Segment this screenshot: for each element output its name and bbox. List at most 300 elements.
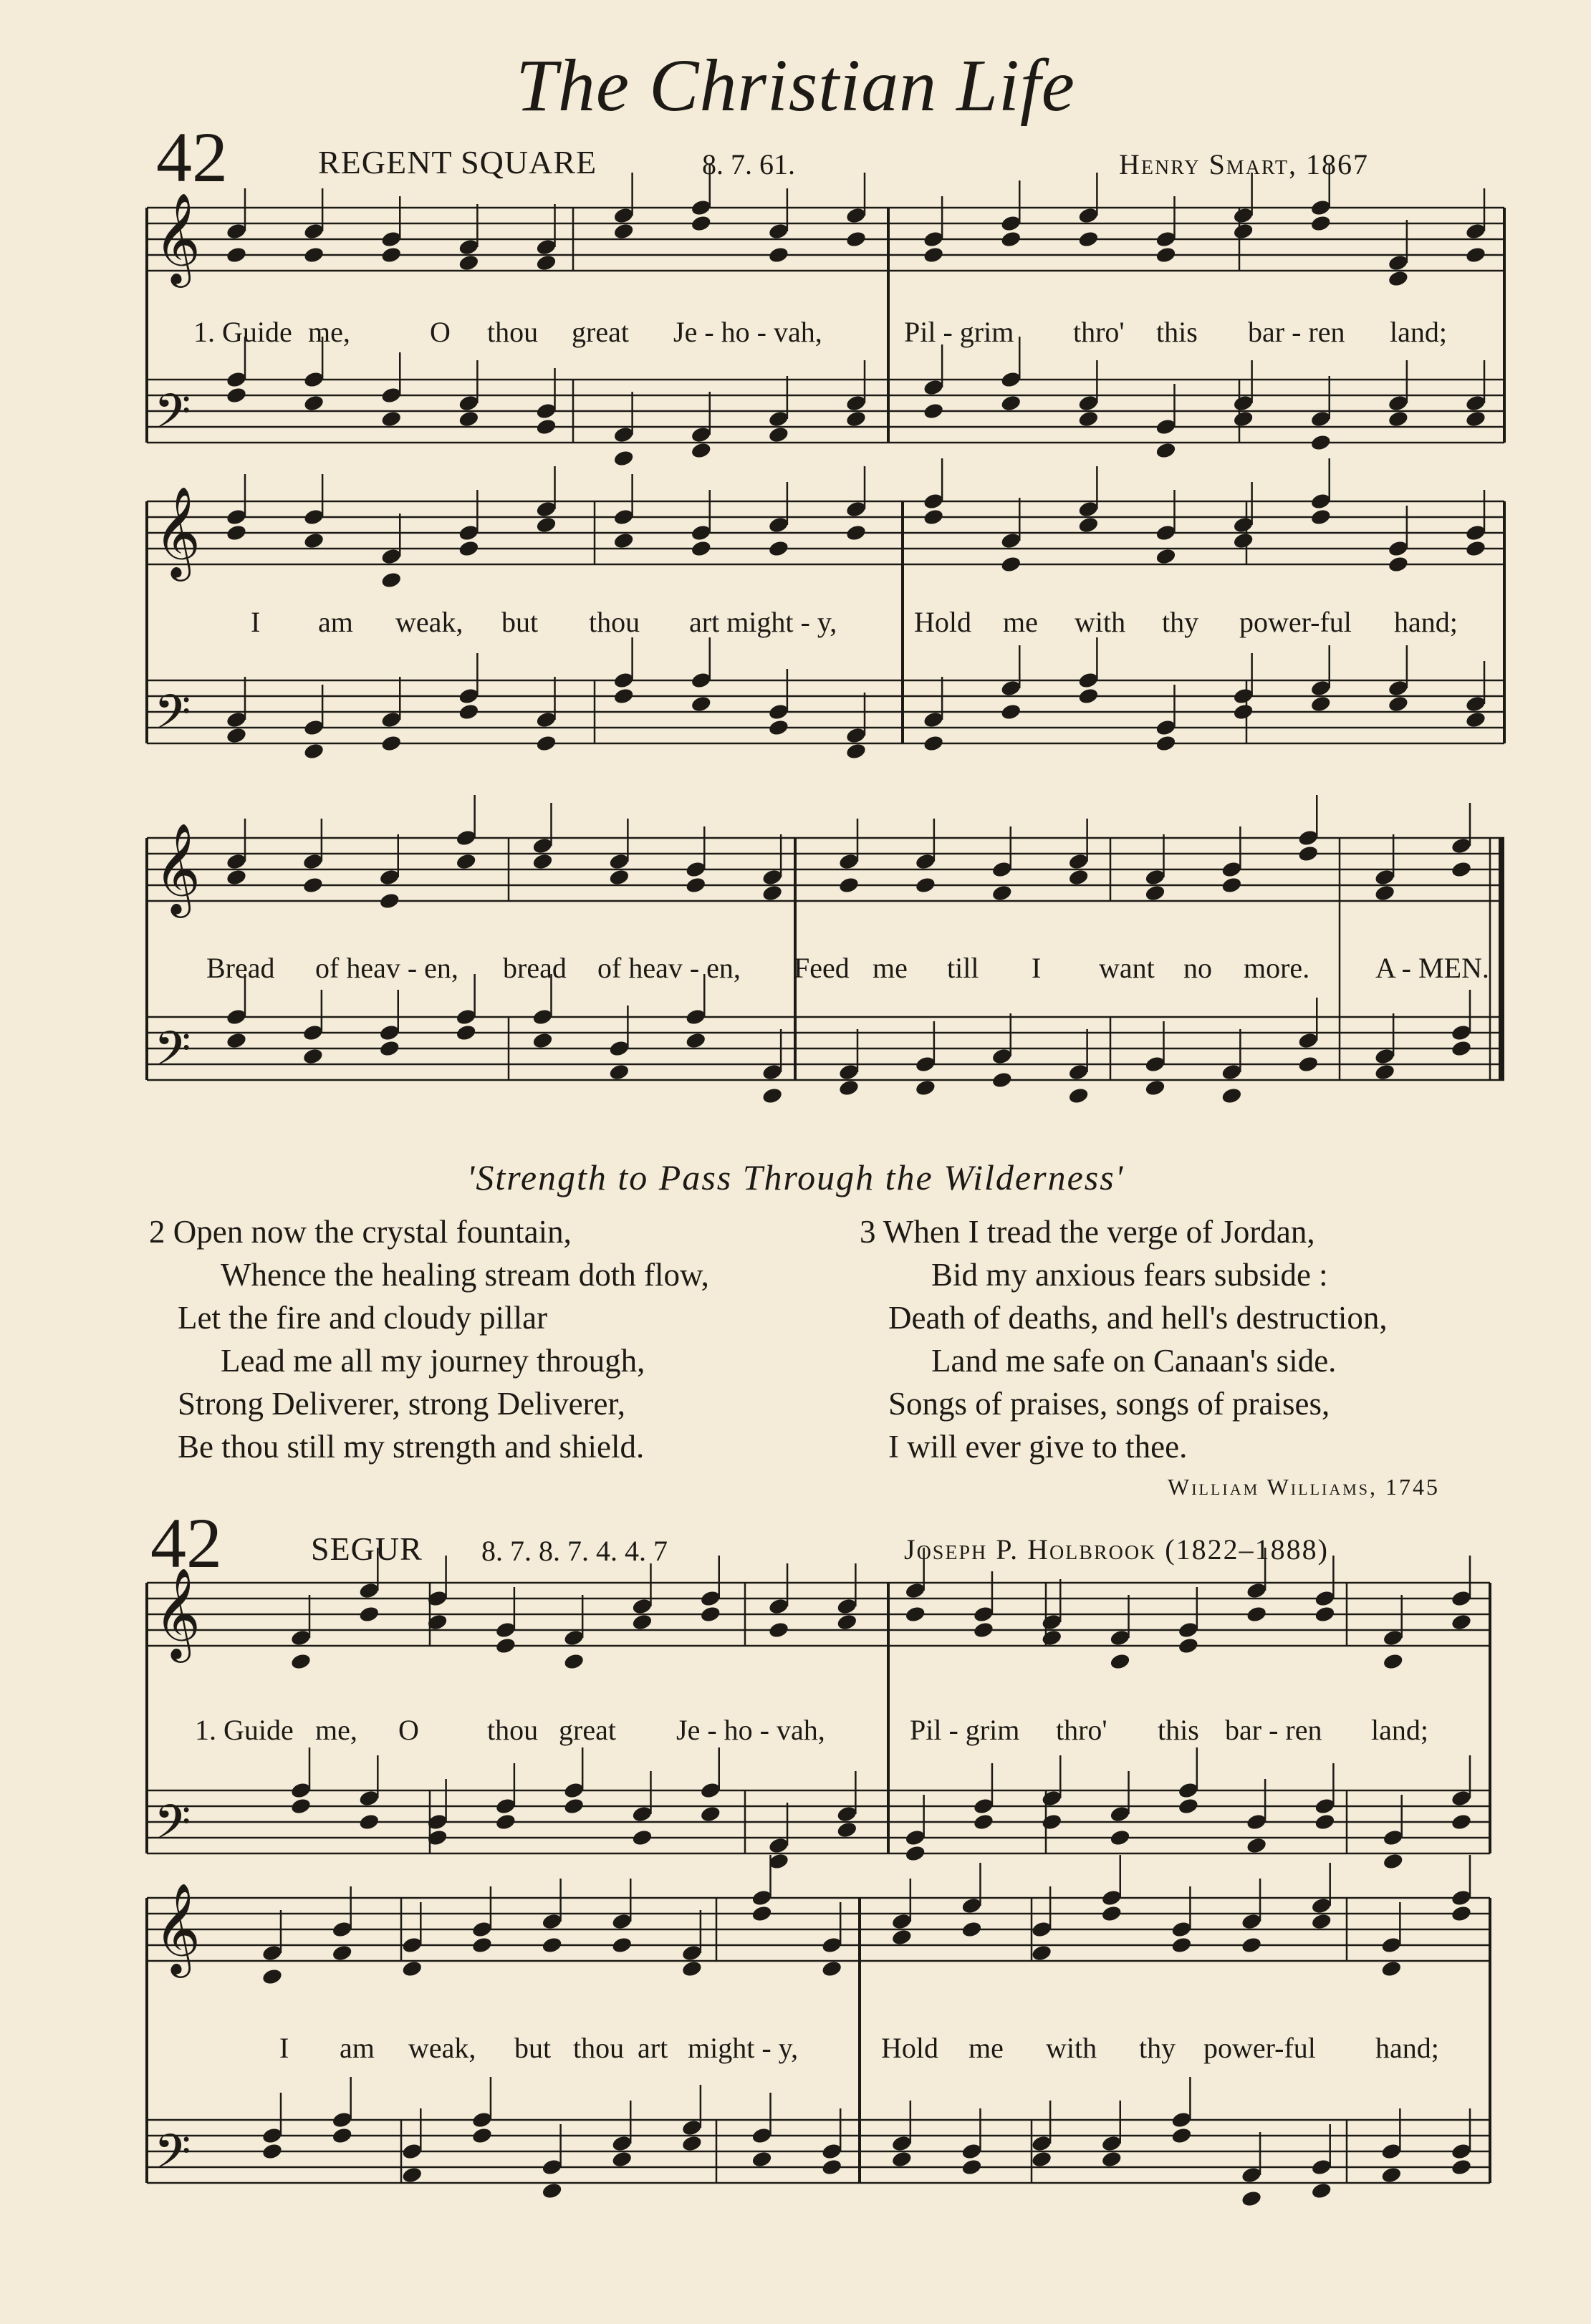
note-head	[563, 1652, 585, 1671]
note-head	[1000, 214, 1022, 233]
note-head	[891, 2150, 913, 2169]
note-head	[226, 710, 248, 729]
note-head	[904, 1844, 926, 1863]
lyric: thy	[1139, 2032, 1176, 2064]
note-head	[1465, 710, 1487, 729]
note-head	[612, 449, 635, 468]
lyric: 1. Guide	[193, 316, 292, 348]
note-head	[1310, 2158, 1332, 2176]
note-head	[1241, 2189, 1263, 2208]
note-head	[1309, 198, 1332, 217]
note-head	[681, 1959, 703, 1978]
note-head	[631, 1828, 653, 1847]
note-head	[915, 1079, 937, 1097]
note-head	[1178, 1781, 1200, 1800]
note-head	[1100, 1889, 1123, 1907]
lyric: I	[1032, 952, 1042, 984]
note-head	[1451, 1789, 1473, 1808]
svg-text:𝄞: 𝄞	[154, 486, 201, 577]
note-head	[303, 742, 325, 761]
note-head	[535, 710, 557, 729]
note-head	[302, 1023, 325, 1042]
lyric: hand;	[1375, 2032, 1439, 2064]
note-head	[611, 2150, 633, 2169]
note-head	[1178, 1797, 1200, 1816]
note-head	[455, 1023, 477, 1042]
note-head	[1100, 2150, 1123, 2169]
note-head	[226, 1008, 248, 1026]
note-head	[495, 1636, 517, 1655]
note-head	[458, 703, 480, 721]
note-head	[751, 1889, 773, 1907]
lyric: want	[1099, 952, 1155, 984]
note-head	[401, 1959, 423, 1978]
note-head	[904, 1605, 926, 1624]
note-head	[768, 718, 790, 737]
lyric: me	[968, 2032, 1004, 2064]
note-head	[495, 1621, 517, 1639]
note-head	[1246, 1581, 1268, 1600]
note-head	[685, 1031, 707, 1050]
verse-3	[817, 1210, 1533, 1475]
lyric: but	[514, 2032, 552, 2064]
note-head	[768, 1621, 790, 1639]
lyric: thou	[573, 2032, 625, 2064]
note-head	[768, 410, 790, 428]
note-head	[535, 238, 557, 256]
note-head	[563, 1797, 585, 1816]
note-head	[1309, 508, 1332, 526]
note-head	[1297, 844, 1320, 863]
note-head	[1000, 703, 1022, 721]
note-head	[991, 1071, 1013, 1089]
note-head	[821, 2142, 843, 2161]
note-head	[1178, 1621, 1200, 1639]
note-head	[1221, 860, 1243, 879]
note-head	[1109, 1828, 1131, 1847]
verse-line: Strong Deliverer, strong Deliverer,	[178, 1386, 625, 1422]
note-head	[681, 2134, 703, 2153]
note-head	[331, 1920, 353, 1939]
note-head	[1241, 1936, 1263, 1954]
note-head	[471, 2111, 494, 2129]
note-head	[1309, 410, 1332, 428]
lyric: great	[559, 1714, 616, 1746]
note-head	[1374, 868, 1396, 887]
note-head	[261, 1967, 284, 1986]
note-head	[612, 425, 635, 444]
note-head	[1232, 410, 1254, 428]
note-head	[991, 884, 1013, 902]
note-head	[380, 547, 403, 566]
note-head	[1000, 230, 1022, 249]
lyric: thou	[487, 316, 539, 348]
note-head	[458, 687, 480, 705]
lyric: hand;	[1394, 606, 1458, 638]
page-title: The Christian Life	[516, 44, 1075, 127]
note-head	[761, 1086, 784, 1105]
note-head	[290, 1629, 312, 1647]
note-head	[1067, 1086, 1090, 1105]
note-head	[751, 1904, 773, 1923]
note-head	[768, 425, 790, 444]
verse-line: Lead me all my journey through,	[221, 1343, 645, 1379]
note-head	[1451, 1889, 1473, 1907]
note-head	[1451, 1813, 1473, 1831]
note-head	[290, 1652, 312, 1671]
lyric: land;	[1390, 316, 1447, 348]
note-head	[631, 1597, 653, 1616]
note-head	[685, 1008, 707, 1026]
note-head	[535, 734, 557, 753]
note-head	[1246, 1813, 1268, 1831]
lyric: land;	[1371, 1714, 1428, 1746]
lyric: Pil - grim	[910, 1714, 1020, 1746]
note-head	[535, 418, 557, 436]
note-head	[1109, 1629, 1131, 1647]
note-head	[458, 410, 480, 428]
note-head	[1077, 410, 1100, 428]
svg-text:𝄞: 𝄞	[154, 822, 201, 914]
lyric: weak,	[395, 606, 463, 638]
note-head	[1155, 418, 1177, 436]
note-head	[612, 687, 635, 705]
note-head	[401, 2166, 423, 2184]
lyric: bar - ren	[1248, 316, 1345, 348]
note-head	[331, 1944, 353, 1962]
note-head	[226, 386, 248, 405]
note-head	[923, 492, 945, 511]
note-head	[226, 852, 248, 871]
note-head	[1382, 1852, 1404, 1871]
lyric: weak,	[408, 2032, 476, 2064]
note-head	[1388, 254, 1410, 272]
lyric: Bread	[206, 952, 275, 984]
lyric: till	[947, 952, 979, 984]
note-head	[845, 726, 867, 745]
note-head	[458, 539, 480, 558]
note-head	[541, 1936, 563, 1954]
note-head	[226, 222, 248, 241]
note-head	[1382, 1629, 1404, 1647]
note-head	[261, 2126, 284, 2145]
note-head	[1374, 884, 1396, 902]
note-head	[845, 410, 867, 428]
note-head	[1100, 1904, 1123, 1923]
note-head	[1031, 2134, 1053, 2153]
note-head	[838, 852, 860, 871]
lyric: Je - ho - vah,	[676, 1714, 825, 1746]
note-head	[690, 539, 712, 558]
note-head	[699, 1781, 721, 1800]
note-head	[1380, 1936, 1403, 1954]
note-head	[1451, 2142, 1473, 2161]
verse-line: Let the fire and cloudy pillar	[178, 1300, 548, 1336]
svg-text:𝄞: 𝄞	[154, 1882, 201, 1974]
note-head	[302, 876, 325, 895]
note-head	[378, 868, 400, 887]
note-head	[821, 1959, 843, 1978]
lyric: I	[251, 606, 261, 638]
hymn-2-meter: 8. 7. 8. 7. 4. 4. 7	[481, 1535, 668, 1567]
note-head	[1109, 1805, 1131, 1823]
note-head	[1465, 410, 1487, 428]
lyric: of heav - en,	[315, 952, 458, 984]
note-head	[302, 1047, 325, 1066]
note-head	[358, 1605, 380, 1624]
note-head	[1031, 2150, 1053, 2169]
note-head	[1077, 516, 1100, 534]
lyric: power-ful	[1239, 606, 1352, 638]
note-head	[1374, 1047, 1396, 1066]
note-head	[1077, 687, 1100, 705]
note-head	[1465, 524, 1487, 542]
note-head	[1232, 206, 1254, 225]
note-head	[458, 524, 480, 542]
note-head	[768, 1836, 790, 1855]
verse-author: William Williams, 1745	[1168, 1474, 1441, 1500]
note-head	[690, 198, 712, 217]
note-head	[961, 1896, 983, 1915]
note-head	[991, 1047, 1013, 1066]
lyric: power-ful	[1203, 2032, 1316, 2064]
note-head	[612, 206, 635, 225]
note-head	[380, 571, 403, 589]
note-head	[838, 1063, 860, 1081]
note-head	[455, 852, 477, 871]
note-head	[1382, 1828, 1404, 1847]
note-head	[961, 2142, 983, 2161]
note-head	[1465, 695, 1487, 713]
note-head	[923, 402, 945, 420]
note-head	[961, 1920, 983, 1939]
lyric: 1. Guide	[195, 1714, 294, 1746]
verse-line: 2 Open now the crystal fountain,	[149, 1214, 572, 1250]
note-head	[532, 1031, 554, 1050]
note-head	[1388, 394, 1410, 413]
note-head	[821, 2158, 843, 2176]
note-head	[358, 1581, 380, 1600]
note-head	[611, 1936, 633, 1954]
hymn-1-lyrics-line-3	[0, 951, 1591, 987]
note-head	[768, 539, 790, 558]
note-head	[923, 710, 945, 729]
note-head	[904, 1581, 926, 1600]
note-head	[690, 695, 712, 713]
lyric: great	[572, 316, 629, 348]
note-head	[690, 441, 712, 460]
note-head	[1000, 370, 1022, 389]
note-head	[535, 402, 557, 420]
verse-2	[0, 1210, 817, 1475]
note-head	[836, 1821, 858, 1839]
note-head	[1155, 547, 1177, 566]
note-head	[612, 671, 635, 690]
svg-text:𝄢: 𝄢	[154, 685, 191, 751]
note-head	[1041, 1629, 1063, 1647]
note-head	[961, 2158, 983, 2176]
note-head	[455, 829, 477, 847]
note-head	[690, 671, 712, 690]
note-head	[1077, 671, 1100, 690]
note-head	[690, 425, 712, 444]
hymn-2-number: 42	[150, 1503, 222, 1583]
note-head	[1000, 555, 1022, 574]
verse-line: Be thou still my strength and shield.	[178, 1429, 645, 1465]
note-head	[1465, 394, 1487, 413]
hymn-1-tune-name: REGENT SQUARE	[318, 144, 597, 180]
note-head	[1309, 492, 1332, 511]
note-head	[1221, 876, 1243, 895]
note-head	[532, 852, 554, 871]
note-head	[631, 1805, 653, 1823]
lyric: O	[398, 1714, 419, 1746]
note-head	[535, 500, 557, 519]
note-head	[1031, 1944, 1053, 1962]
note-head	[891, 1912, 913, 1931]
note-head	[1232, 703, 1254, 721]
note-head	[915, 1055, 937, 1074]
note-head	[458, 238, 480, 256]
note-head	[685, 876, 707, 895]
lyric: thro'	[1073, 316, 1125, 348]
note-head	[226, 868, 248, 887]
lyric: Feed	[794, 952, 850, 984]
lyric: Hold	[914, 606, 971, 638]
note-head	[751, 2126, 773, 2145]
note-head	[1388, 695, 1410, 713]
note-head	[380, 246, 403, 264]
note-head	[1388, 269, 1410, 288]
note-head	[681, 2118, 703, 2137]
note-head	[1155, 441, 1177, 460]
note-head	[1144, 884, 1166, 902]
lyric: me,	[308, 316, 350, 348]
note-head	[611, 2134, 633, 2153]
note-head	[563, 1781, 585, 1800]
note-head	[1451, 1023, 1473, 1042]
lyric: Je - ho - vah,	[673, 316, 822, 348]
lyric: I	[279, 2032, 289, 2064]
note-head	[1246, 1605, 1268, 1624]
note-head	[699, 1589, 721, 1608]
note-head	[532, 836, 554, 855]
note-head	[1388, 410, 1410, 428]
note-head	[915, 876, 937, 895]
note-head	[1451, 1589, 1473, 1608]
note-head	[1241, 2166, 1263, 2184]
verse-line: Bid my anxious fears subside :	[931, 1257, 1328, 1293]
note-head	[699, 1805, 721, 1823]
svg-text:𝄞: 𝄞	[154, 1567, 201, 1659]
note-head	[331, 2111, 353, 2129]
note-head	[612, 508, 635, 526]
note-head	[915, 852, 937, 871]
note-head	[761, 884, 784, 902]
note-head	[608, 1039, 630, 1058]
note-head	[1031, 1920, 1053, 1939]
note-head	[973, 1813, 995, 1831]
note-head	[1000, 531, 1022, 550]
note-head	[261, 1944, 284, 1962]
note-head	[891, 2134, 913, 2153]
hymn-2-composer: Joseph P. Holbrook (1822–1888)	[904, 1533, 1329, 1566]
note-head	[1309, 214, 1332, 233]
note-head	[836, 1805, 858, 1823]
note-head	[923, 246, 945, 264]
note-head	[1221, 1063, 1243, 1081]
note-head	[455, 1008, 477, 1026]
note-head	[1155, 718, 1177, 737]
note-head	[1310, 1912, 1332, 1931]
note-head	[768, 246, 790, 264]
note-head	[226, 1031, 248, 1050]
note-head	[1314, 1797, 1336, 1816]
hymn-2-lyrics-line-2	[0, 2031, 1591, 2067]
note-head	[821, 1936, 843, 1954]
note-head	[1155, 230, 1177, 249]
note-head	[290, 1797, 312, 1816]
note-head	[1067, 868, 1090, 887]
note-head	[1041, 1813, 1063, 1831]
hymn-1-meter: 8. 7. 61.	[702, 148, 795, 180]
note-head	[845, 500, 867, 519]
lyric: art	[638, 2032, 668, 2064]
lyric: am	[340, 2032, 375, 2064]
note-head	[681, 1944, 703, 1962]
note-head	[1000, 394, 1022, 413]
note-head	[471, 1920, 494, 1939]
note-head	[1297, 1031, 1320, 1050]
note-head	[1309, 695, 1332, 713]
note-head	[690, 524, 712, 542]
verse-line: 3 When I tread the verge of Jordan,	[860, 1214, 1315, 1250]
note-head	[1077, 500, 1100, 519]
note-head	[1451, 1613, 1473, 1631]
note-head	[1310, 1896, 1332, 1915]
note-head	[1067, 852, 1090, 871]
note-head	[378, 1039, 400, 1058]
note-head	[380, 710, 403, 729]
note-head	[1451, 836, 1473, 855]
lyric: thou	[487, 1714, 539, 1746]
note-head	[495, 1813, 517, 1831]
note-head	[303, 508, 325, 526]
note-head	[631, 1613, 653, 1631]
verse-line: Land me safe on Canaan's side.	[931, 1343, 1337, 1379]
note-head	[1155, 524, 1177, 542]
note-head	[845, 230, 867, 249]
svg-text:𝄢: 𝄢	[154, 2124, 191, 2191]
note-head	[358, 1789, 380, 1808]
note-head	[331, 2126, 353, 2145]
note-head	[1171, 1936, 1193, 1954]
lyric: this	[1156, 316, 1198, 348]
note-head	[1297, 829, 1320, 847]
note-head	[1314, 1813, 1336, 1831]
note-head	[1314, 1589, 1336, 1608]
note-head	[303, 246, 325, 264]
hymn-1-composer: Henry Smart, 1867	[1119, 148, 1370, 180]
note-head	[973, 1797, 995, 1816]
hymn-1-lyrics-line-1	[0, 315, 1591, 351]
note-head	[1465, 246, 1487, 264]
note-head	[290, 1781, 312, 1800]
note-head	[1155, 246, 1177, 264]
note-head	[1067, 1063, 1090, 1081]
note-head	[1221, 1086, 1243, 1105]
lyric: no	[1183, 952, 1212, 984]
